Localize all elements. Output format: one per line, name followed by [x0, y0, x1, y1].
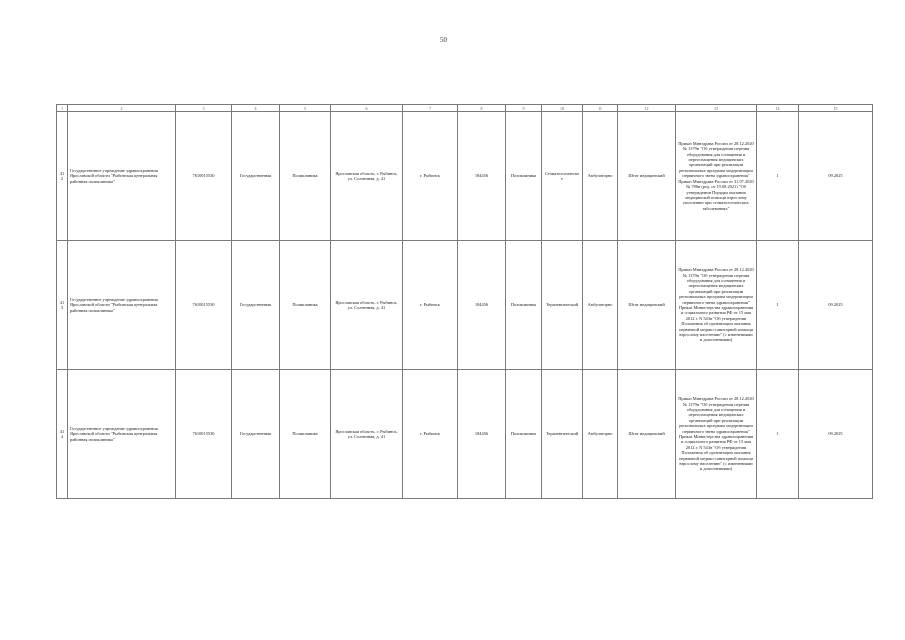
column-number: 2 [68, 105, 176, 112]
legal-basis: Приказ Минздрава России от 28.12.2020 № 1379н "Об утверждении перечня оборудования для оснащения и переоснащения медицинских организаций при реализации региональных программ модернизации первичного звена здравоохранения" Приказ Минздрава России от 31.07.2020 № 786н (ред. от 19.08.2021) "Об утверждении Порядка оказания медицинской помощи взрослому населению при стоматологических заболеваниях" [676, 112, 757, 241]
date: 09.2025 [799, 370, 873, 499]
care-form: Амбулаторно [583, 241, 618, 370]
unit: Поликлиника [506, 112, 542, 241]
care-form: Амбулаторно [583, 370, 618, 499]
table-row [57, 112, 873, 241]
inn: 7610015530 [176, 241, 232, 370]
organization-name: Государственное учреждение здравоохранения Ярославской области "Рыбинская центральная районная поликлиника" [68, 241, 176, 370]
column-number: 3 [176, 105, 232, 112]
legal-basis: Приказ Минздрава России от 28.12.2020 № 1379н "Об утверждении перечня оборудования для оснащения и переоснащения медицинских организаций при реализации региональных программ модернизации первичного звена здравоохранения" Приказ Министерства здравоохранения и социального развития РФ от 15 мая 2012 г. N 543н "Об утверждении Положения об организации оказания первичной медико-санитарной помощи взрослому населению" (с изменениями и дополнениями) [676, 241, 757, 370]
table-row [57, 370, 873, 499]
row-number: 412 [57, 112, 68, 241]
ownership: Государственная [232, 370, 280, 499]
address: Ярославская область, г. Рыбинск, ул. Солнечная, д. 41 [331, 370, 403, 499]
profile: Терапевтический [542, 370, 583, 499]
row-number: 413 [57, 241, 68, 370]
organization-name: Государственное учреждение здравоохранения Ярославской области "Рыбинская центральная районная поликлиника" [68, 370, 176, 499]
column-number: 11 [583, 105, 618, 112]
code: 184456 [458, 241, 506, 370]
inn: 7610015530 [176, 112, 232, 241]
facility-type: Поликлиника [280, 241, 331, 370]
care-form: Амбулаторно [583, 112, 618, 241]
quantity: 1 [757, 241, 799, 370]
address: Ярославская область, г. Рыбинск, ул. Солнечная, д. 41 [331, 241, 403, 370]
inn: 7610015530 [176, 370, 232, 499]
city: г. Рыбинск [403, 241, 458, 370]
quantity: 1 [757, 370, 799, 499]
date: 09.2025 [799, 112, 873, 241]
unit: Поликлиника [506, 241, 542, 370]
column-number: 5 [280, 105, 331, 112]
city: г. Рыбинск [403, 112, 458, 241]
page-number: 50 [440, 36, 447, 44]
profile: Стоматологическое [542, 112, 583, 241]
ownership: Государственная [232, 241, 280, 370]
table-row [57, 241, 873, 370]
quantity: 1 [757, 112, 799, 241]
profile: Терапевтический [542, 241, 583, 370]
facility-type: Поликлиника [280, 112, 331, 241]
city: г. Рыбинск [403, 370, 458, 499]
column-number: 6 [331, 105, 403, 112]
column-number: 4 [232, 105, 280, 112]
facility-type: Поликлиника [280, 370, 331, 499]
column-number: 12 [618, 105, 676, 112]
column-number: 10 [542, 105, 583, 112]
date: 09.2025 [799, 241, 873, 370]
ownership: Государственная [232, 112, 280, 241]
code: 184456 [458, 112, 506, 241]
staff: Штат медицинский [618, 370, 676, 499]
column-number: 14 [757, 105, 799, 112]
column-number: 8 [458, 105, 506, 112]
organization-name: Государственное учреждение здравоохранения Ярославской области "Рыбинская центральная районная поликлиника" [68, 112, 176, 241]
column-number: 1 [57, 105, 68, 112]
register-table [56, 104, 873, 499]
staff: Штат медицинский [618, 112, 676, 241]
address: Ярославская область, г. Рыбинск, ул. Солнечная, д. 41 [331, 112, 403, 241]
staff: Штат медицинский [618, 241, 676, 370]
column-number: 15 [799, 105, 873, 112]
column-numbers-row [57, 105, 873, 112]
column-number: 7 [403, 105, 458, 112]
legal-basis: Приказ Минздрава России от 28.12.2020 № 1379н "Об утверждении перечня оборудования для оснащения и переоснащения медицинских организаций при реализации региональных программ модернизации первичного звена здравоохранения" Приказ Министерства здравоохранения и социального развития РФ от 15 мая 2012 г. N 543н "Об утверждении Положения об организации оказания первичной медико-санитарной помощи взрослому населению" (с изменениями и дополнениями) [676, 370, 757, 499]
code: 184456 [458, 370, 506, 499]
column-number: 9 [506, 105, 542, 112]
column-number: 13 [676, 105, 757, 112]
unit: Поликлиника [506, 370, 542, 499]
row-number: 414 [57, 370, 68, 499]
